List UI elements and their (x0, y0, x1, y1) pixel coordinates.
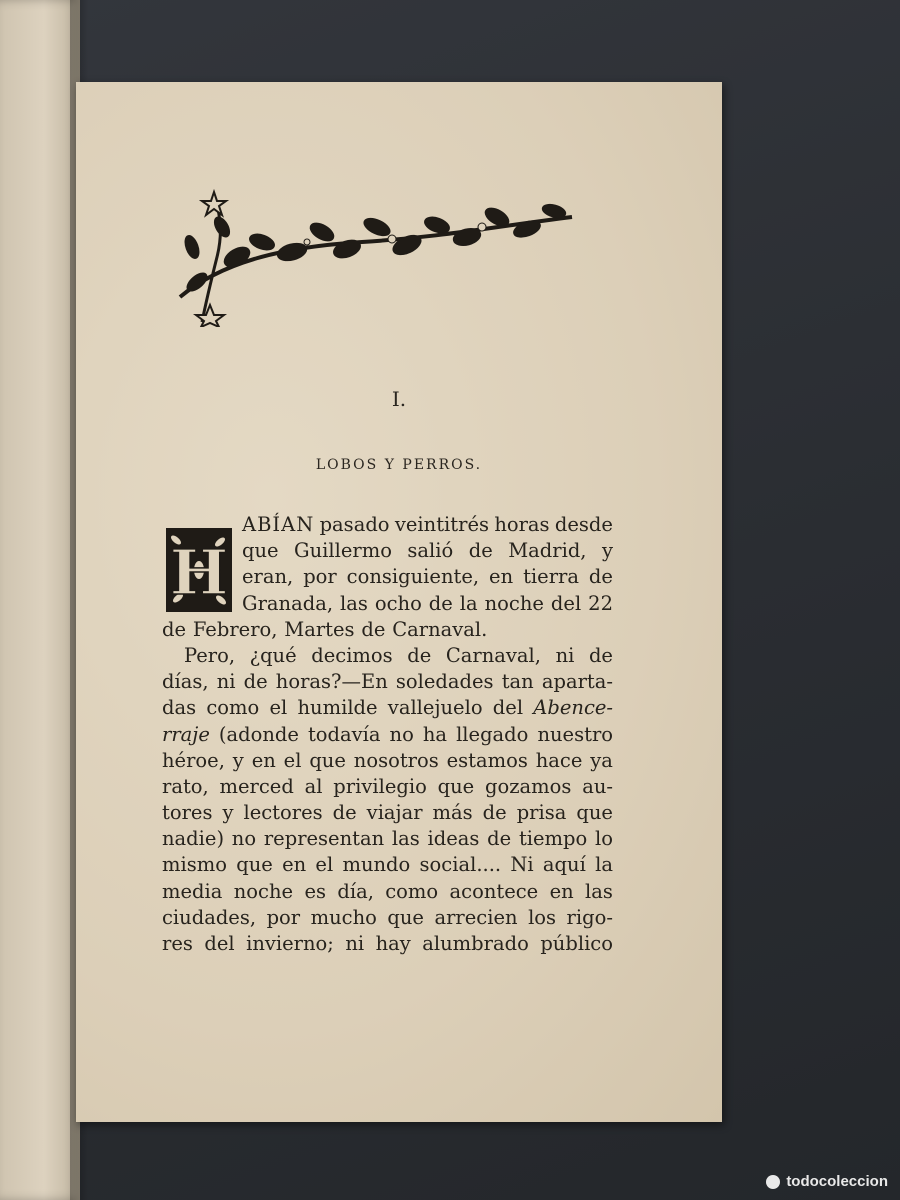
word: la (459, 591, 478, 615)
word: no (389, 722, 414, 746)
word: humilde (297, 696, 378, 720)
word: de (588, 565, 613, 589)
text-line (162, 591, 613, 617)
word: mismo (162, 853, 227, 877)
text-line (162, 800, 613, 826)
word: decimos (311, 643, 393, 667)
text-line (162, 617, 613, 643)
body-text (162, 512, 613, 957)
word: de (468, 539, 493, 563)
word: hay (375, 932, 411, 955)
word: de (487, 827, 512, 851)
word: estamos (446, 748, 528, 772)
word: tierra (523, 565, 579, 589)
word: ABÍAN (242, 513, 315, 536)
word: de (482, 801, 507, 825)
word: que (242, 539, 279, 563)
text-line (162, 774, 613, 800)
word: vallejuelo (387, 696, 483, 720)
text-line (162, 879, 613, 905)
word: lectores (243, 801, 323, 825)
word: rigo- (566, 905, 613, 929)
text-line (162, 852, 613, 878)
word: merced (219, 774, 294, 798)
word: acontece (449, 879, 539, 903)
word: Guillermo (294, 539, 392, 563)
word: que (437, 774, 475, 798)
word: de (162, 617, 187, 641)
word: ideas (427, 827, 480, 851)
word: Febrero, (192, 617, 278, 641)
word: Carnaval, (445, 643, 541, 667)
word: en (282, 853, 307, 877)
word: de (407, 643, 432, 667)
word: gozamos (485, 774, 572, 798)
word: es (304, 879, 326, 903)
word: aquí (542, 853, 586, 877)
word: pasado (319, 513, 390, 536)
word: Carnaval. (392, 617, 488, 641)
word: horas?—En (275, 670, 388, 694)
word: público (540, 932, 613, 955)
word: (adonde (218, 722, 299, 746)
word: ya (590, 748, 613, 772)
word: rato, (162, 774, 209, 798)
word: que (236, 853, 273, 877)
word: nosotros (353, 748, 439, 772)
word: tores (162, 801, 213, 825)
word: ni (345, 932, 365, 955)
word: de (588, 643, 613, 667)
word: Granada, (242, 591, 334, 615)
text-line (162, 931, 613, 957)
word: salió (407, 539, 454, 563)
word: ni (216, 670, 236, 694)
word: en (251, 748, 276, 772)
text-line (162, 669, 613, 695)
word: ciudades, (162, 905, 257, 929)
word: Madrid, (508, 539, 587, 563)
word: noche (233, 879, 294, 903)
word: soledades (395, 670, 494, 694)
word: tiempo (518, 827, 588, 851)
floral-ornament-icon (162, 187, 582, 327)
word: y (601, 539, 613, 563)
word: nadie) (162, 827, 225, 851)
word: ni (555, 643, 575, 667)
word: horas (494, 513, 550, 536)
word: rraje (162, 722, 210, 746)
word: las (340, 591, 368, 615)
word: ¿qué (249, 643, 297, 667)
word: prisa (516, 801, 567, 825)
word: del (550, 591, 582, 615)
svg-text:H: H (169, 536, 229, 609)
word: lo (595, 827, 613, 851)
word: 22 (588, 591, 613, 615)
word: que (387, 905, 424, 929)
word: el (315, 853, 334, 877)
word: todavía (307, 722, 381, 746)
word: res (162, 932, 193, 955)
word: y (222, 801, 234, 825)
word: au- (582, 774, 613, 798)
word: aparta- (541, 670, 613, 694)
word: media (162, 879, 223, 903)
word: en (549, 879, 574, 903)
word: nuestro (537, 722, 613, 746)
word: días, (162, 670, 209, 694)
text-line (162, 538, 613, 564)
word: de (428, 591, 453, 615)
book-page (76, 82, 722, 1122)
text-line (162, 722, 613, 748)
word: Martes (284, 617, 355, 641)
word: las (391, 827, 420, 851)
word: llegado (456, 722, 529, 746)
word: de (332, 801, 357, 825)
word: las (585, 879, 613, 903)
word: por (266, 905, 301, 929)
word: al (304, 774, 323, 798)
word: Pero, (184, 643, 236, 667)
watermark-logo-icon (766, 1175, 780, 1189)
word: desde (554, 513, 613, 536)
word: das (162, 696, 197, 720)
word: arrecien (434, 905, 518, 929)
word: alumbrado (422, 932, 529, 955)
text-line (162, 512, 613, 538)
word: mucho (310, 905, 377, 929)
word: como (385, 879, 439, 903)
text-line (162, 643, 613, 669)
watermark (766, 1173, 888, 1190)
word: mundo (342, 853, 411, 877)
word: representan (263, 827, 385, 851)
word: día, (337, 879, 374, 903)
word: y (232, 748, 244, 772)
word: la (595, 853, 613, 877)
word: el (283, 748, 302, 772)
text-line (162, 695, 613, 721)
word: viajar (366, 801, 423, 825)
word: hace (535, 748, 583, 772)
word: tan (501, 670, 534, 694)
word: por (303, 565, 337, 589)
word: social.... (419, 853, 502, 877)
text-line (162, 564, 613, 590)
word: Abence- (533, 696, 613, 720)
word: en (489, 565, 514, 589)
word: del (204, 932, 235, 955)
chapter-number: I. (391, 387, 407, 411)
word: que (576, 801, 613, 825)
watermark-text: todocoleccion (786, 1173, 888, 1190)
word: invierno; (246, 932, 334, 955)
text-line (162, 748, 613, 774)
word: héroe, (162, 748, 225, 772)
word: no (231, 827, 257, 851)
word: de (361, 617, 386, 641)
word: consiguiente, (346, 565, 480, 589)
word: del (492, 696, 524, 720)
word: más (432, 801, 473, 825)
word: eran, (242, 565, 294, 589)
text-line (162, 826, 613, 852)
text-line (162, 905, 613, 931)
word: noche (484, 591, 544, 615)
word: veintitrés (394, 513, 489, 536)
word: como (206, 696, 260, 720)
word: que (309, 748, 346, 772)
word: de (243, 670, 268, 694)
chapter-title: LOBOS Y PERROS. (315, 457, 483, 473)
book-spine (0, 0, 80, 1200)
word: Ni (510, 853, 534, 877)
word: ocho (374, 591, 422, 615)
word: ha (422, 722, 448, 746)
word: privilegio (333, 774, 427, 798)
word: el (269, 696, 288, 720)
word: los (528, 905, 557, 929)
